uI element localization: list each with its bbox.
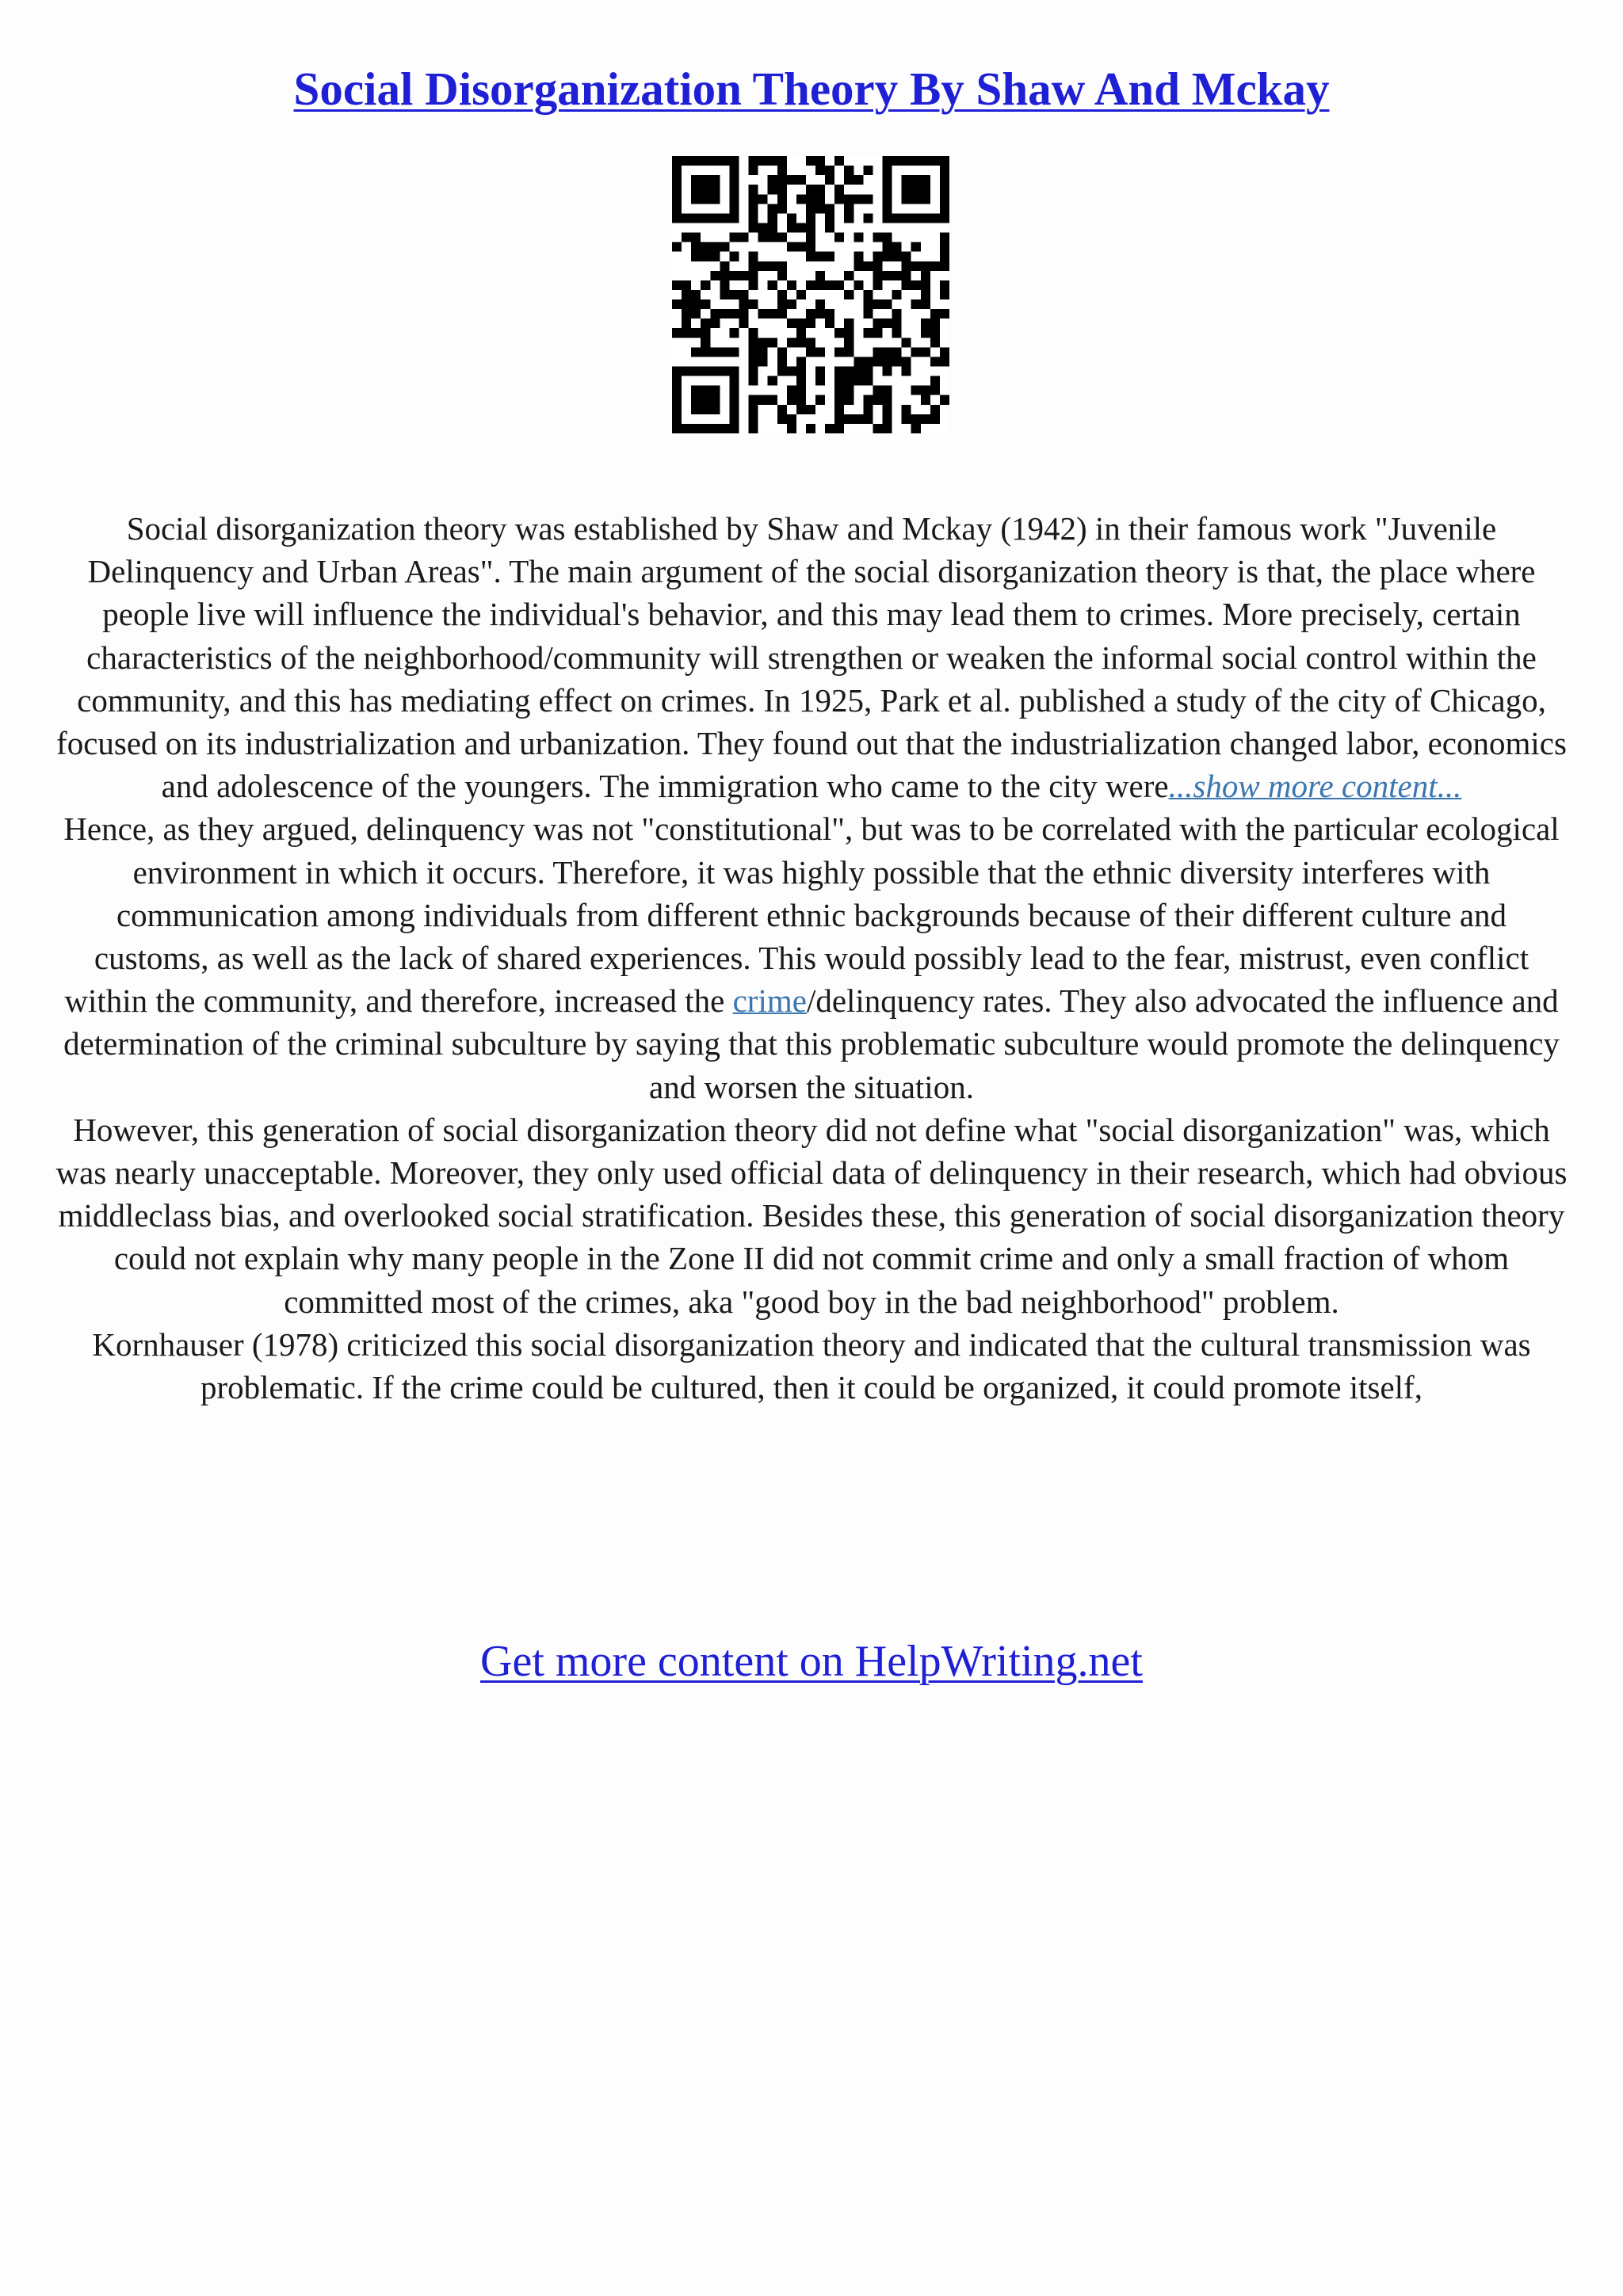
paragraph-3: However, this generation of social disorganization theory did not define what "social disorganization" was, which was nearly unacceptable. Moreover, they only used official data of delinquency in their research, which had obvious middleclass bias, and overlooked social stratification. Besides these, this generation of social disorganization theory could not explain why many people in the Zone II did not commit crime and only a small fraction of whom committed most of the crimes, aka "good boy in the bad neighborhood" problem. xyxy=(55,1111,1568,1320)
paragraph-4: Kornhauser (1978) criticized this social disorganization theory and indicated that the cultural transmission was problematic. If the crime could be cultured, then it could be organized, it could promote itself, xyxy=(92,1325,1531,1406)
qr-code-icon xyxy=(672,156,949,433)
show-more-link[interactable]: ...show more content... xyxy=(1168,768,1462,805)
paragraph-1 xyxy=(55,507,1568,807)
article-body xyxy=(55,507,1568,1409)
paragraph-2 xyxy=(55,807,1568,1108)
paragraph-2-text: Hence, as they argued, delinquency was not "constitutional", but was to be correlated with the particular ecological environment in which it occurs. Therefore, it was highly possible that the ethnic diversity interferes with communication among individuals from different ethnic backgrounds because of their different culture and customs, as well as the lack of shared experiences. This would possibly lead to the fear, mistrust, even conflict within the community, and therefore, increased the xyxy=(63,810,1560,1020)
crime-link[interactable]: crime xyxy=(732,982,807,1020)
get-more-content xyxy=(0,1634,1623,1689)
paragraph-1-text: Social disorganization theory was established by Shaw and Mckay (1942) in their famous work "Juvenile Delinquency and Urban Areas". The main argument of the social disorganization theory is that, the place where people live will influence the individual's behavior, and this may lead them to crimes. More precisely, certain characteristics of the neighborhood/community will strengthen or weaken the informal social control within the community, and this has mediating effect on crimes. In 1925, Park et al. published a study of the city of Chicago, focused on its industrialization and urbanization. They found out that the industrialization changed labor, economics and adolescence of the youngers. The immigration who came to the city were xyxy=(56,510,1567,805)
get-more-content-link[interactable]: Get more content on HelpWriting.net xyxy=(480,1637,1143,1686)
paragraph-2-text-continued: /delinquency rates. They also advocated the influence and determination of the criminal subculture by saying that this problematic subculture would promote the delinquency and worsen the situation. xyxy=(63,982,1560,1105)
page-title xyxy=(0,57,1623,120)
title-link[interactable]: Social Disorganization Theory By Shaw And Mckay xyxy=(293,63,1330,115)
